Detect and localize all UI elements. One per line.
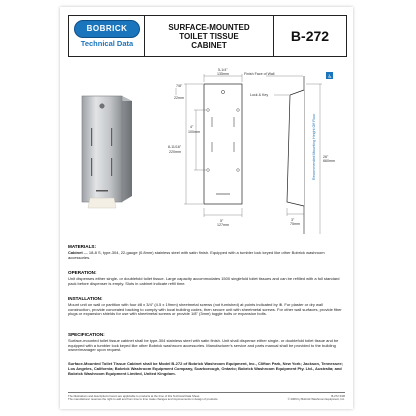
dim-mid-mm: 100mm	[188, 130, 200, 134]
dim-top-offset-mm: 22mm	[174, 96, 184, 100]
dim-mid: 4"	[190, 125, 194, 129]
label-mounting-height: Recommended Mounting Height Off Floor	[312, 113, 316, 180]
dim-depth: 3"	[291, 218, 295, 222]
technical-data-sheet	[60, 7, 353, 409]
bobrick-logo: BOBRICK	[74, 20, 140, 38]
dim-bottom-mm: 127mm	[217, 223, 229, 227]
dim-height-mm: 220mm	[169, 150, 181, 154]
operation-section	[68, 271, 345, 286]
dim-bottom: 5"	[220, 219, 224, 223]
wheelchair-symbol: ♿	[327, 73, 333, 80]
dim-top-width: 5-1/4"	[218, 68, 228, 72]
product-title: SURFACE-MOUNTED TOILET TISSUE CABINET	[168, 22, 250, 50]
installation-text: Mount unit on wall or partition with four #8 x 3/4" (4.5 x 19mm) sheetmetal screws (not furnished) at points indicated by ⊗. For plaster or dry wall construction, provide concealed backing to comply with local building codes, then secure unit with sheetmetal screws. For other wall surfaces, provide fiber plugs or expansion shields for use with sheetmetal screws or provide 1/8" (3mm) toggle bolts or expansion bolts.	[68, 301, 342, 317]
dim-floor: 26"	[323, 155, 329, 159]
footer-disclaimer: The illustrations and descriptions herein are applicable to products at the time of this Technical Data Sheet. The manufacturer reserves the right to add and from time to time make changes and improvements in design of products.	[68, 394, 219, 402]
footer	[68, 392, 345, 402]
footer-copyright: B-272 3/06 © 2006 by Bobrick Washroom Equipment, Inc.	[287, 394, 345, 402]
dim-floor-mm: 660mm	[323, 159, 335, 163]
materials-heading: MATERIALS:	[68, 244, 96, 249]
label-lock-key: Lock & Key	[250, 93, 269, 97]
operation-text: Unit dispenses either single- or doublefold toilet tissue. Large capacity accommodates 1500 singlefold toilet tissues and can be refilled with a full standard pack before dispenser is empty. Slots in cabinet indicate refill time.	[68, 275, 340, 286]
label-finish-face: Finish Face of Wall	[244, 72, 275, 76]
front-view-outline	[204, 84, 242, 204]
side-view-outline	[287, 90, 304, 206]
installation-section	[68, 297, 345, 317]
dimension-drawing	[146, 62, 346, 240]
specification-statement	[68, 362, 345, 376]
specification-section	[68, 333, 345, 353]
figure-area	[68, 62, 345, 240]
dim-top-offset: 7/8"	[176, 84, 183, 88]
dim-depth-mm: 75mm	[290, 222, 300, 226]
dim-top-width-mm: 135mm	[217, 72, 229, 76]
product-photo	[78, 92, 136, 212]
model-number: B-272	[290, 28, 330, 44]
dim-height: 8-11/16"	[168, 145, 182, 149]
specification-heading: SPECIFICATION:	[68, 332, 105, 337]
header	[68, 15, 347, 57]
specification-text: Surface-mounted toilet tissue cabinet shall be type-304 stainless steel with satin finish. Unit shall dispense either single- or doublefold toilet tissue and be equipped with a tumbler lock keyed like other Bobrick washroom accessories. Manufacturer's service and parts manual shall be provided to the building owner/manager upon request.	[68, 337, 339, 353]
materials-text: Cabinet — 18-8 S, type-304, 22-gauge (0.8mm) stainless steel with satin finish. Equipped with a tumbler lock keyed like other Bobrick washroom accessories.	[68, 249, 325, 260]
brand-subtitle: Technical Data	[80, 39, 134, 48]
brand-block	[69, 16, 145, 56]
title-block	[145, 16, 274, 56]
operation-heading: OPERATION:	[68, 270, 97, 275]
installation-heading: INSTALLATION:	[68, 296, 103, 301]
materials-section	[68, 245, 345, 260]
specification-statement-text: Surface-Mounted Toilet Tissue Cabinet shall be Model B-272 of Bobrick Washroom Equipment, Inc., Clifton Park, New York; Jackson, Tennessee; Los Angeles, California; Bobrick Washroom Equipment Company, Scarborough, Ontario; Bobrick Washroom Equipment Pty. Ltd., Australia; and Bobrick Washroom Equipment Limited, United Kingdom.	[68, 361, 343, 376]
